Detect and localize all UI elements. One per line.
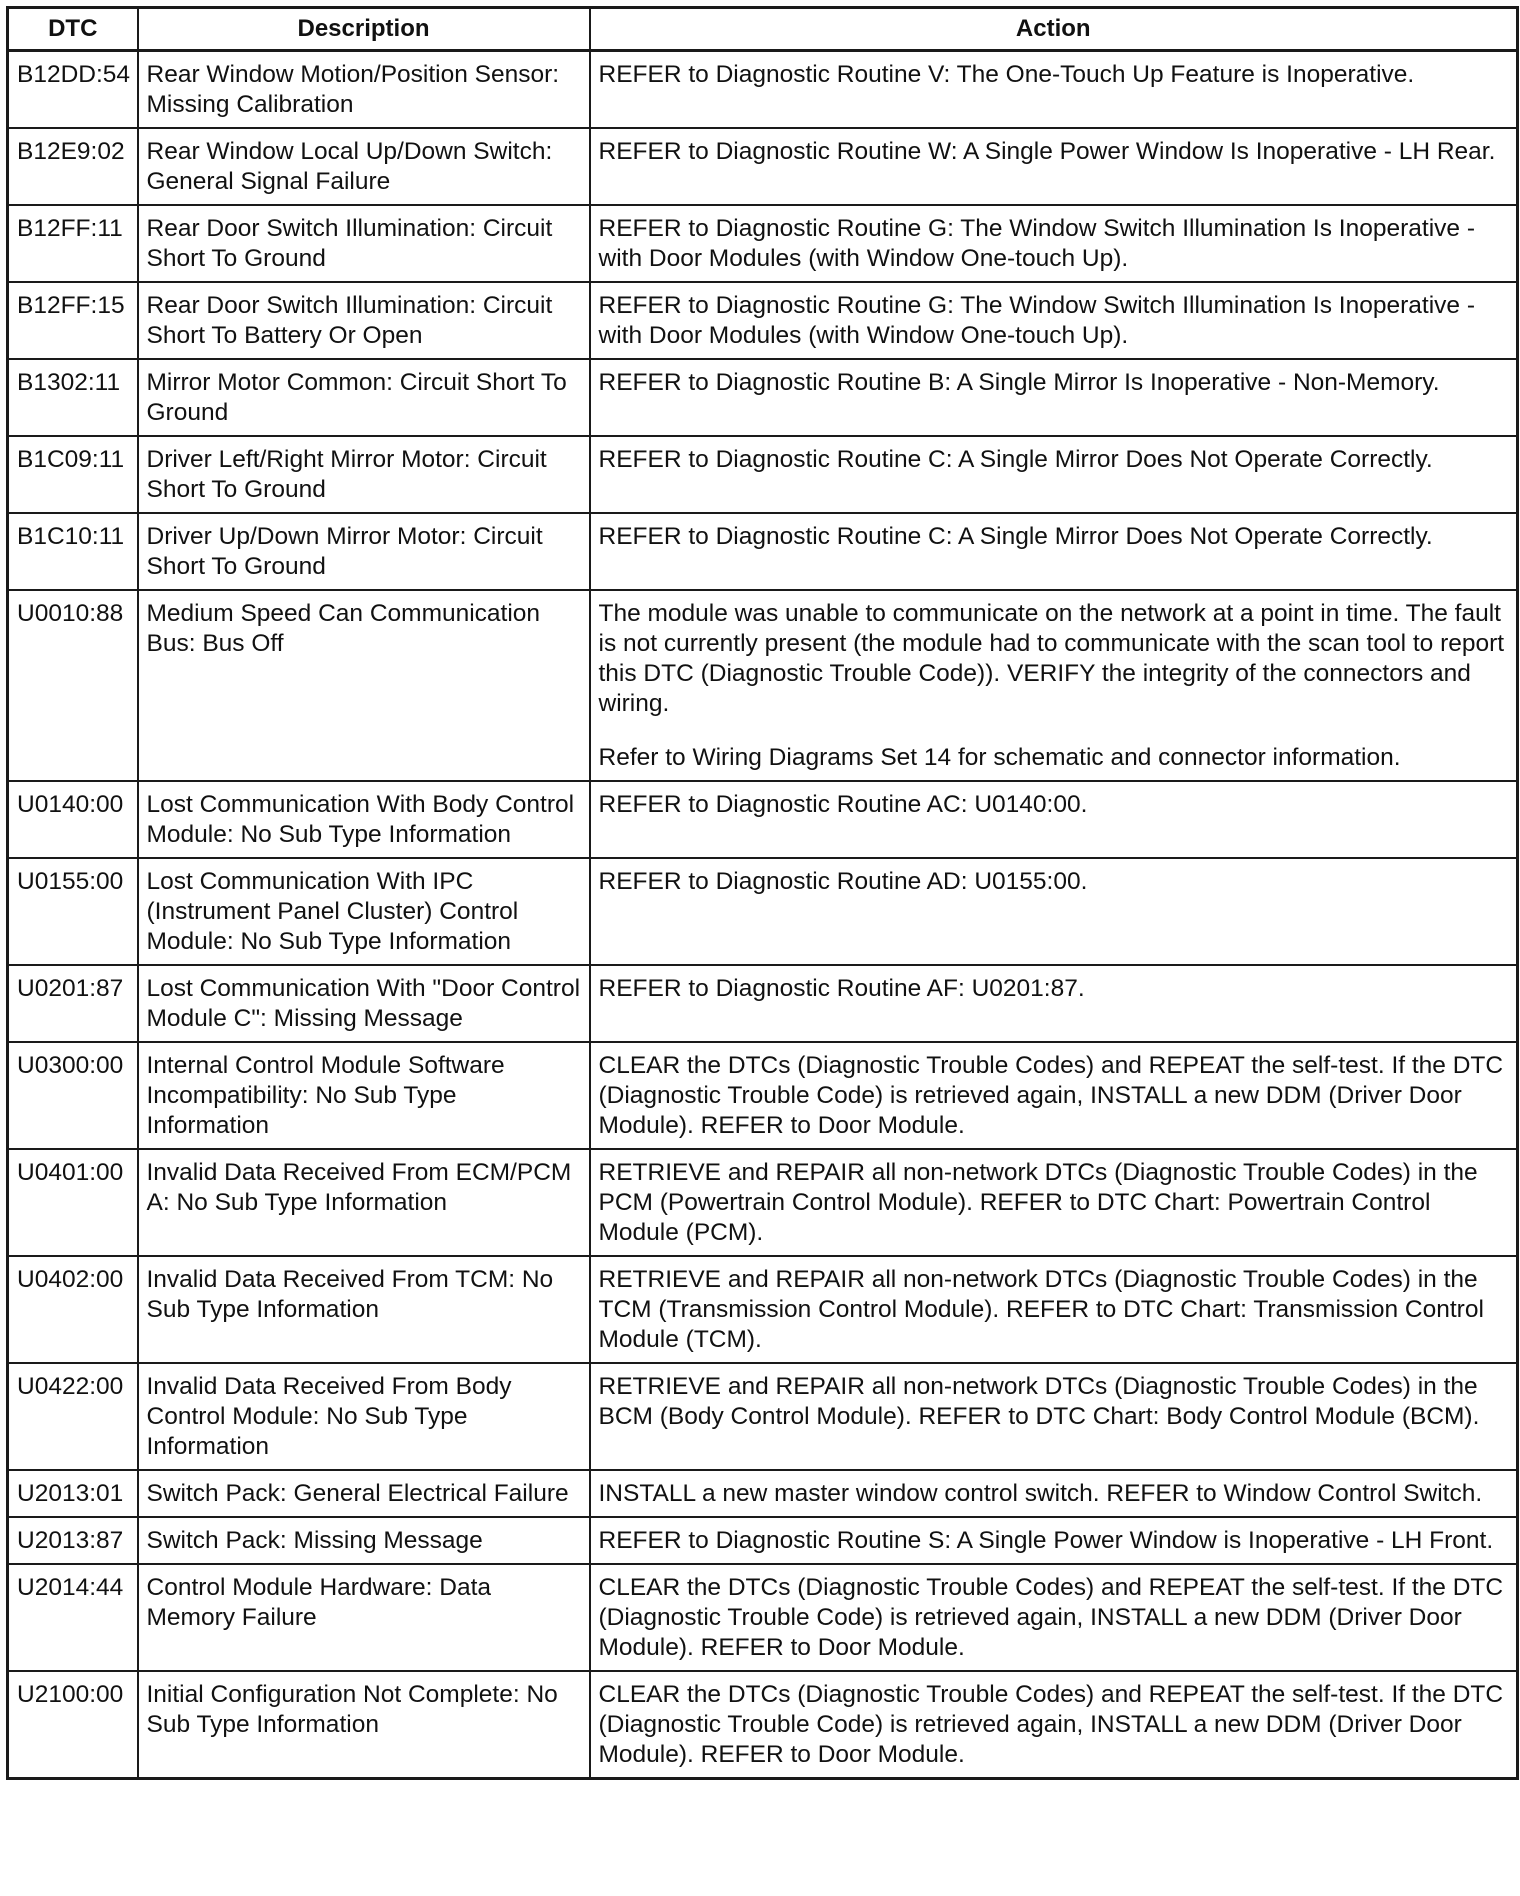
description-cell: Switch Pack: Missing Message: [138, 1517, 590, 1564]
description-cell: Control Module Hardware: Data Memory Failure: [138, 1564, 590, 1671]
action-paragraph: REFER to Diagnostic Routine C: A Single Mirror Does Not Operate Correctly.: [598, 523, 1433, 550]
description-cell: Initial Configuration Not Complete: No Sub Type Information: [138, 1671, 590, 1779]
action-cell: [590, 1517, 1518, 1564]
action-cell: [590, 282, 1518, 359]
action-cell: [590, 1671, 1518, 1779]
dtc-code-cell: U0422:00: [8, 1363, 138, 1470]
action-paragraph: REFER to Diagnostic Routine AC: U0140:00.: [598, 791, 1088, 818]
action-paragraph: REFER to Diagnostic Routine S: A Single Power Window is Inoperative - LH Front.: [598, 1527, 1494, 1554]
action-cell: [590, 781, 1518, 858]
header-dtc: DTC: [8, 8, 138, 51]
description-cell: Internal Control Module Software Incompatibility: No Sub Type Information: [138, 1042, 590, 1149]
action-paragraph: REFER to Diagnostic Routine V: The One-Touch Up Feature is Inoperative.: [598, 61, 1415, 88]
dtc-code-cell: B12E9:02: [8, 128, 138, 205]
dtc-code-cell: B1C10:11: [8, 513, 138, 590]
action-paragraph: REFER to Diagnostic Routine W: A Single Power Window Is Inoperative - LH Rear.: [598, 138, 1496, 165]
dtc-code-cell: U2013:01: [8, 1470, 138, 1517]
table-row: [8, 436, 1518, 513]
action-cell: [590, 1564, 1518, 1671]
action-cell: [590, 1363, 1518, 1470]
action-cell: [590, 858, 1518, 965]
action-paragraph: CLEAR the DTCs (Diagnostic Trouble Codes) and REPEAT the self-test. If the DTC (Diagnostic Trouble Code) is retrieved again, INSTALL a new DDM (Driver Door Module). REFER to Door Module.: [598, 1574, 1504, 1661]
action-cell: [590, 436, 1518, 513]
description-cell: Lost Communication With "Door Control Module C": Missing Message: [138, 965, 590, 1042]
description-cell: Invalid Data Received From ECM/PCM A: No Sub Type Information: [138, 1149, 590, 1256]
description-cell: Mirror Motor Common: Circuit Short To Ground: [138, 359, 590, 436]
table-row: [8, 51, 1518, 129]
header-description: Description: [138, 8, 590, 51]
description-cell: Rear Door Switch Illumination: Circuit Short To Battery Or Open: [138, 282, 590, 359]
dtc-code-cell: B12DD:54: [8, 51, 138, 129]
action-paragraph: CLEAR the DTCs (Diagnostic Trouble Codes) and REPEAT the self-test. If the DTC (Diagnostic Trouble Code) is retrieved again, INSTALL a new DDM (Driver Door Module). REFER to Door Module.: [598, 1681, 1504, 1768]
table-row: [8, 1470, 1518, 1517]
action-paragraph: RETRIEVE and REPAIR all non-network DTCs (Diagnostic Trouble Codes) in the BCM (Body Control Module). REFER to DTC Chart: Body Control Module (BCM).: [598, 1373, 1480, 1430]
table-row: [8, 965, 1518, 1042]
action-paragraph: INSTALL a new master window control switch. REFER to Window Control Switch.: [598, 1480, 1483, 1507]
dtc-code-cell: B1302:11: [8, 359, 138, 436]
description-cell: Driver Up/Down Mirror Motor: Circuit Short To Ground: [138, 513, 590, 590]
table-row: [8, 513, 1518, 590]
dtc-code-cell: U0300:00: [8, 1042, 138, 1149]
action-cell: [590, 513, 1518, 590]
action-paragraph: REFER to Diagnostic Routine B: A Single Mirror Is Inoperative - Non-Memory.: [598, 369, 1440, 396]
table-row: [8, 858, 1518, 965]
action-paragraph: REFER to Diagnostic Routine G: The Window Switch Illumination Is Inoperative - with Door Modules (with Window One-touch Up).: [598, 215, 1475, 272]
description-cell: Lost Communication With IPC (Instrument Panel Cluster) Control Module: No Sub Type Information: [138, 858, 590, 965]
description-cell: Rear Window Motion/Position Sensor: Missing Calibration: [138, 51, 590, 129]
dtc-code-cell: B12FF:15: [8, 282, 138, 359]
action-paragraph: REFER to Diagnostic Routine G: The Window Switch Illumination Is Inoperative - with Door Modules (with Window One-touch Up).: [598, 292, 1475, 349]
dtc-code-cell: U0155:00: [8, 858, 138, 965]
dtc-code-cell: U0010:88: [8, 590, 138, 781]
table-row: [8, 1564, 1518, 1671]
action-paragraph: RETRIEVE and REPAIR all non-network DTCs (Diagnostic Trouble Codes) in the PCM (Powertrain Control Module). REFER to DTC Chart: Powertrain Control Module (PCM).: [598, 1159, 1478, 1246]
table-row: [8, 205, 1518, 282]
action-paragraph: REFER to Diagnostic Routine AF: U0201:87.: [598, 975, 1085, 1002]
dtc-code-cell: U0201:87: [8, 965, 138, 1042]
dtc-table-container: [6, 6, 1516, 1780]
table-row: [8, 1517, 1518, 1564]
action-cell: [590, 359, 1518, 436]
dtc-code-cell: B12FF:11: [8, 205, 138, 282]
header-action: Action: [590, 8, 1518, 51]
table-row: [8, 590, 1518, 781]
description-cell: Lost Communication With Body Control Module: No Sub Type Information: [138, 781, 590, 858]
action-cell: [590, 205, 1518, 282]
description-cell: Invalid Data Received From Body Control Module: No Sub Type Information: [138, 1363, 590, 1470]
action-cell: [590, 128, 1518, 205]
description-cell: Medium Speed Can Communication Bus: Bus Off: [138, 590, 590, 781]
table-row: [8, 128, 1518, 205]
dtc-code-cell: U2013:87: [8, 1517, 138, 1564]
action-cell: [590, 1256, 1518, 1363]
action-paragraph: REFER to Diagnostic Routine C: A Single Mirror Does Not Operate Correctly.: [598, 446, 1433, 473]
action-cell: [590, 1470, 1518, 1517]
action-paragraph: REFER to Diagnostic Routine AD: U0155:00.: [598, 868, 1088, 895]
dtc-code-cell: U2100:00: [8, 1671, 138, 1779]
action-paragraph: Refer to Wiring Diagrams Set 14 for schematic and connector information.: [598, 744, 1401, 771]
action-cell: [590, 1042, 1518, 1149]
dtc-code-cell: B1C09:11: [8, 436, 138, 513]
action-cell: [590, 1149, 1518, 1256]
dtc-code-cell: U0140:00: [8, 781, 138, 858]
table-row: [8, 1671, 1518, 1779]
dtc-code-cell: U0401:00: [8, 1149, 138, 1256]
action-cell: [590, 965, 1518, 1042]
table-row: [8, 1149, 1518, 1256]
table-body: [8, 51, 1518, 1779]
table-row: [8, 359, 1518, 436]
table-row: [8, 1042, 1518, 1149]
dtc-table: [6, 6, 1519, 1780]
table-row: [8, 1363, 1518, 1470]
description-cell: Invalid Data Received From TCM: No Sub Type Information: [138, 1256, 590, 1363]
dtc-code-cell: U0402:00: [8, 1256, 138, 1363]
description-cell: Rear Door Switch Illumination: Circuit Short To Ground: [138, 205, 590, 282]
action-cell: [590, 51, 1518, 129]
table-row: [8, 1256, 1518, 1363]
table-row: [8, 282, 1518, 359]
action-paragraph: The module was unable to communicate on the network at a point in time. The fault is not currently present (the module had to communicate with the scan tool to report this DTC (Diagnostic Trouble Code)). VERIFY the integrity of the connectors and wiring.: [598, 600, 1505, 717]
dtc-code-cell: U2014:44: [8, 1564, 138, 1671]
action-paragraph: CLEAR the DTCs (Diagnostic Trouble Codes) and REPEAT the self-test. If the DTC (Diagnostic Trouble Code) is retrieved again, INSTALL a new DDM (Driver Door Module). REFER to Door Module.: [598, 1052, 1504, 1139]
action-paragraph: RETRIEVE and REPAIR all non-network DTCs (Diagnostic Trouble Codes) in the TCM (Transmission Control Module). REFER to DTC Chart: Transmission Control Module (TCM).: [598, 1266, 1484, 1353]
table-header-row: [8, 8, 1518, 51]
description-cell: Driver Left/Right Mirror Motor: Circuit Short To Ground: [138, 436, 590, 513]
table-row: [8, 781, 1518, 858]
description-cell: Rear Window Local Up/Down Switch: General Signal Failure: [138, 128, 590, 205]
description-cell: Switch Pack: General Electrical Failure: [138, 1470, 590, 1517]
action-cell: [590, 590, 1518, 781]
